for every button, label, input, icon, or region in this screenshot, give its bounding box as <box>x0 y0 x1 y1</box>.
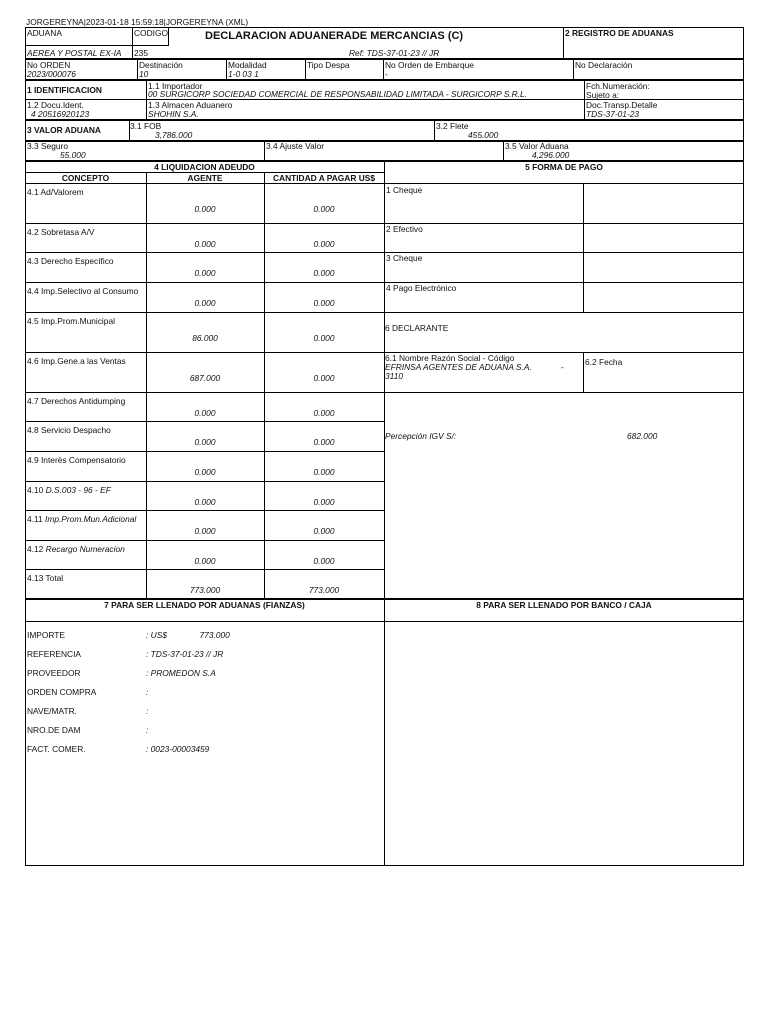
fianza-field-label: PROVEEDOR <box>27 668 81 678</box>
col-agente: AGENTE <box>187 173 223 183</box>
fob-value: 3,786.000 <box>155 130 193 140</box>
destinacion-value: 10 <box>139 69 149 79</box>
declaracion-label: No Declaración <box>575 60 633 70</box>
print-header-line: JORGEREYNA|2023-01-18 15:59:18|JORGEREYNA (XML) <box>26 17 249 27</box>
liquidacion-concepto: 4.9 Interès Compensatorio <box>27 455 126 465</box>
liquidacion-cantidad: 0.000 <box>313 268 335 278</box>
liquidacion-agente: 0.000 <box>194 497 216 507</box>
liquidacion-agente: 0.000 <box>194 268 216 278</box>
reference: Ref: TDS-37-01-23 // JR <box>349 48 440 58</box>
liquidacion-concepto: 4.1 Ad/Valorem <box>27 187 84 197</box>
liquidacion-cantidad: 0.000 <box>313 239 335 249</box>
ajuste-valor-label: 3.4 Ajuste Valor <box>266 141 325 151</box>
liquidacion-cantidad: 0.000 <box>313 333 335 343</box>
liquidacion-cantidad: 0.000 <box>313 408 335 418</box>
liquidacion-agente: 0.000 <box>194 408 216 418</box>
efectivo: 2 Efectivo <box>386 224 423 234</box>
no-orden-value: 2023/000076 <box>27 69 76 79</box>
liquidacion-cantidad: 0.000 <box>313 526 335 536</box>
liquidacion-agente: 0.000 <box>194 204 216 214</box>
liquidacion-concepto: 4.4 Imp.Selectivo al Consumo <box>27 286 139 296</box>
cheque-3: 3 Cheque <box>386 253 423 263</box>
concepto-italic: Recargo Numeracion <box>45 544 125 554</box>
declarante-dash: - <box>561 362 564 372</box>
almacen-label: 1.3 Almacen Aduanero <box>148 100 233 110</box>
docu-ident-label: 1.2 Docu.Ident. <box>27 100 84 110</box>
fianza-field-label: IMPORTE <box>27 630 66 640</box>
aduanas-fianzas-label: 7 PARA SER LLENADO POR ADUANAS (FIANZAS) <box>104 600 305 610</box>
liquidacion-concepto: 4.8 Servicio Despacho <box>27 425 111 435</box>
liquidacion-agente: 773.000 <box>189 585 221 595</box>
liquidacion-concepto: 4.13 Total <box>27 573 64 583</box>
declarante-nombre: EFRINSA AGENTES DE ADUANA S.A. <box>385 362 532 372</box>
fianza-field-value: : <box>146 725 149 735</box>
aduana-label: ADUANA <box>27 28 62 38</box>
liquidacion-concepto <box>27 485 111 495</box>
fianza-field-label: NAVE/MATR. <box>27 706 77 716</box>
tipo-despa-label: Tipo Despa <box>307 60 350 70</box>
liquidacion-cantidad: 0.000 <box>313 204 335 214</box>
liquidacion-agente: 0.000 <box>194 239 216 249</box>
liquidacion-concepto: 4.7 Derechos Antidumping <box>27 396 126 406</box>
liquidacion-agente: 0.000 <box>194 467 216 477</box>
almacen-value: SHOHIN S.A. <box>148 109 199 119</box>
liquidacion-concepto: 4.5 Imp.Prom.Municipal <box>27 316 115 326</box>
fianza-field-label: REFERENCIA <box>27 649 81 659</box>
fch-numeracion-label: Fch.Numeración: <box>586 81 650 91</box>
seguro-row <box>25 141 744 161</box>
liquidacion-agente: 0.000 <box>194 526 216 536</box>
liquidacion-cantidad: 0.000 <box>313 373 335 383</box>
nombre-razon-label: 6.1 Nombre Razón Social - Código <box>385 353 515 363</box>
aduana-value: AEREA Y POSTAL EX-IA <box>27 48 122 58</box>
identificacion-label: 1 IDENTIFICACION <box>27 85 102 95</box>
liquidacion-agente: 86.000 <box>192 333 218 343</box>
document-title: DECLARACION ADUANERADE MERCANCIAS (C) <box>205 30 464 42</box>
fob-label: 3.1 FOB <box>130 121 162 131</box>
concepto-prefix: 4.10 <box>27 485 46 495</box>
declarante-label: 6 DECLARANTE <box>385 323 449 333</box>
liquidacion-agente: 0.000 <box>194 556 216 566</box>
liquidacion-cantidad: 0.000 <box>313 467 335 477</box>
forma-pago-label: 5 FORMA DE PAGO <box>525 162 603 172</box>
modalidad-value: 1-0 03 1 <box>228 69 259 79</box>
liquidacion-cantidad: 0.000 <box>313 556 335 566</box>
valor-aduana-total-label: 3.5 Valor Aduana <box>505 141 569 151</box>
pago-electronico: 4 Pago Electrónico <box>386 283 457 293</box>
fianza-field-value: : PROMEDON S.A <box>146 668 216 678</box>
liquidacion-concepto: 4.6 Imp.Gene.a las Ventas <box>27 356 126 366</box>
liquidacion-agente: 0.000 <box>194 298 216 308</box>
fianza-field-label: ORDEN COMPRA <box>27 687 97 697</box>
flete-value: 455.000 <box>468 130 499 140</box>
importador-value: 00 SURGICORP SOCIEDAD COMERCIAL DE RESPONSABILIDAD LIMITADA - SURGICORP S.R.L. <box>148 89 527 99</box>
liquidacion-cantidad: 0.000 <box>313 298 335 308</box>
declarante-codigo: 3110 <box>385 371 404 381</box>
fianza-field-value: : US$ 773.000 <box>146 630 230 640</box>
registro-aduanas-label: 2 REGISTRO DE ADUANAS <box>565 28 674 38</box>
liquidacion-concepto: 4.3 Derecho Específico <box>27 256 114 266</box>
fianza-field-value: : <box>146 706 149 716</box>
banco-caja-label: 8 PARA SER LLENADO POR BANCO / CAJA <box>476 600 652 610</box>
no-orden-label: No ORDEN <box>27 60 71 70</box>
col-concepto: CONCEPTO <box>61 173 110 183</box>
fianza-field-value: : TDS-37-01-23 // JR <box>146 649 224 659</box>
fecha-label: 6.2 Fecha <box>585 357 623 367</box>
percepcion-igv-value: 682.000 <box>627 431 658 441</box>
codigo-label: CODIGO <box>134 28 168 38</box>
liquidacion-concepto <box>27 544 125 554</box>
embarque-label: No Orden de Embarque <box>385 60 474 70</box>
valor-aduana-total-value: 4,296.000 <box>532 150 570 160</box>
fianza-field-value: : <box>146 687 149 697</box>
liquidacion-label: 4 LIQUIDACION ADEUDO <box>154 162 255 172</box>
valor-aduana-label: 3 VALOR ADUANA <box>27 125 101 135</box>
percepcion-igv-label: Percepción IGV S/: <box>385 431 457 441</box>
liquidacion-agente: 0.000 <box>194 437 216 447</box>
cheque-1: 1 Cheque <box>386 185 423 195</box>
col-cantidad: CANTIDAD A PAGAR US$ <box>272 173 376 183</box>
fianza-field-value: : 0023-00003459 <box>146 744 210 754</box>
liquidacion-cantidad: 0.000 <box>313 497 335 507</box>
liquidacion-concepto <box>27 514 136 524</box>
importador-label: 1.1 Importador <box>148 81 203 91</box>
embarque-value: - <box>385 69 388 79</box>
fianza-field-label: NRO.DE DAM <box>27 725 81 735</box>
modalidad-label: Modalidad <box>228 60 267 70</box>
liquidacion-cantidad: 0.000 <box>313 437 335 447</box>
liquidacion-cantidad: 773.000 <box>308 585 340 595</box>
doc-transp-label: Doc.Transp.Detalle <box>586 100 658 110</box>
liquidacion-concepto: 4.2 Sobretasa A/V <box>27 227 95 237</box>
concepto-italic: D.S.003 - 96 - EF <box>45 485 111 495</box>
docu-ident-value: 4 20516920123 <box>31 109 90 119</box>
doc-transp-value: TDS-37-01-23 <box>586 109 640 119</box>
seguro-label: 3.3 Seguro <box>27 141 68 151</box>
liquidacion-agente: 687.000 <box>189 373 221 383</box>
codigo-value: 235 <box>134 48 148 58</box>
seguro-value: 55.000 <box>60 150 86 160</box>
destinacion-label: Destinación <box>139 60 183 70</box>
concepto-prefix: 4.11 <box>27 514 46 524</box>
flete-label: 3.2 Flete <box>436 121 469 131</box>
concepto-prefix: 4.12 <box>27 544 46 554</box>
sujeto-label: Sujeto a: <box>586 90 620 100</box>
fianza-field-label: FACT. COMER. <box>27 744 86 754</box>
concepto-italic: Imp.Prom.Mun.Adicional <box>45 514 137 524</box>
